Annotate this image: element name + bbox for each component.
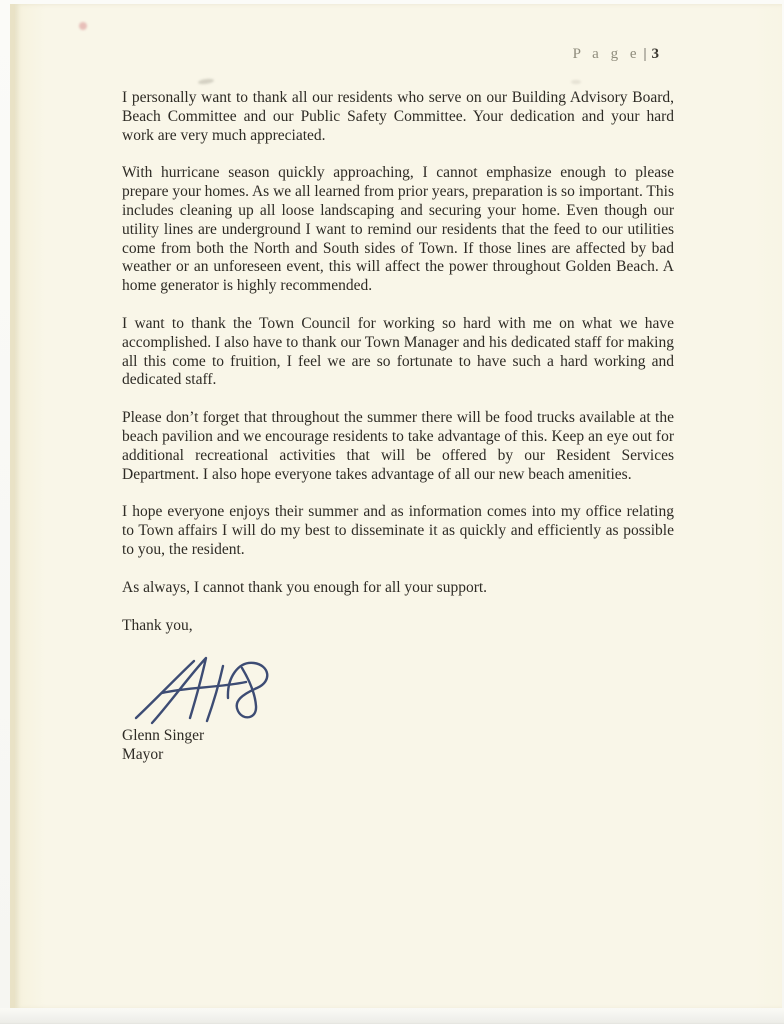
paragraph-support: As always, I cannot thank you enough for all your support. [122, 578, 488, 596]
signature-block [122, 726, 674, 764]
page-label: P a g e [572, 46, 641, 62]
page-number-header [573, 46, 660, 63]
paragraph-hurricane-season: With hurricane season quickly approaching, I cannot emphasize enough to please prepare your homes. As we all learned from prior years, preparation is so important. This includes cleaning up all loose landscaping and securing your home. Even though our utility lines are underground I want to remind our residents that the feed to our utilities come from both the North and South sides of Town. If those lines are affected by bad weather or an unforeseen event, this will affect the power throughout Golden Beach. A home generator is highly recommended. [122, 164, 674, 295]
paper-sheet [10, 4, 782, 1009]
letter-body [122, 89, 674, 764]
signer-name: Glenn Singer [122, 727, 205, 745]
paragraph-thanks-committees: I personally want to thank all our residents who serve on our Building Advisory Board, Beach Committee and our Public Safety Committee. Your dedication and your hard work are very much appreciated. [122, 89, 674, 144]
paragraph-information: I hope everyone enjoys their summer and as information comes into my office relating to Town affairs I will do my best to disseminate it as quickly and efficiently as possible to you, the resident. [122, 503, 674, 558]
paragraph-town-council: I want to thank the Town Council for working so hard with me on what we have accomplished. I also have to thank our Town Manager and his dedicated staff for making all this come to fruition, I feel we are so fortunate to have such a hard working and dedicated staff. [122, 314, 674, 389]
scan-artifact-smudge-2 [571, 80, 581, 84]
scan-artifact-red-dot [79, 22, 87, 30]
scan-bottom-edge [0, 1008, 784, 1024]
closing-line: Thank you, [122, 616, 193, 634]
paragraph-summer-activities: Please don’t forget that throughout the summer there will be food trucks available at the beach pavilion and we encourage residents to take advantage of this. Keep an eye out for additional recreational activities that will be offered by our Resident Services Department. I also hope everyone takes advantage of all our new beach amenities. [122, 409, 674, 483]
signer-title: Mayor [122, 746, 164, 764]
scan-artifact-smudge [198, 78, 215, 85]
page-number: 3 [651, 46, 660, 62]
signature-handwriting [132, 654, 282, 726]
page-separator: | [643, 46, 651, 62]
